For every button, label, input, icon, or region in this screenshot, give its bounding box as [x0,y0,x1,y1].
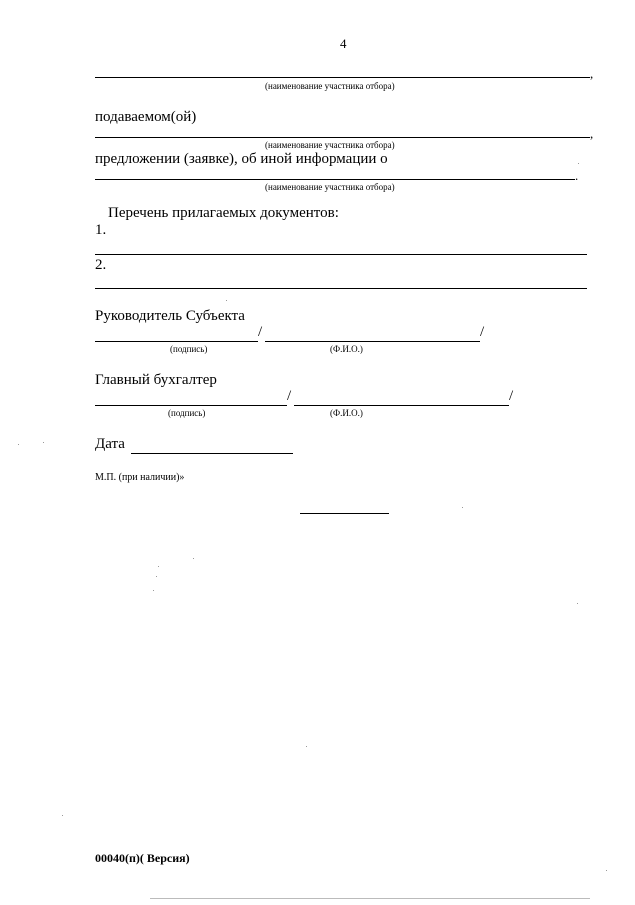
participant-name-line [95,77,590,78]
signature-line [95,341,258,342]
date-label: Дата [95,436,125,452]
slash: / [287,388,292,404]
document-line [95,254,587,255]
fio-caption: (Ф.И.О.) [330,408,363,418]
participant-name-line [95,179,575,180]
comma: , [590,66,594,81]
footer-edge-line [150,898,590,899]
participant-caption: (наименование участника отбора) [265,81,395,91]
fio-caption: (Ф.И.О.) [330,344,363,354]
page-number: 4 [340,36,347,51]
chief-accountant-label: Главный бухгалтер [95,372,217,388]
proposal-label: предложении (заявке), об иной информации о [95,151,388,167]
participant-caption: (наименование участника отбора) [265,182,395,192]
list-item-number: 2. [95,257,107,273]
slash: / [480,324,485,340]
seal-note: М.П. (при наличии)» [95,472,185,483]
footer-code: 00040(п)( Версия) [95,851,190,865]
closing-separator [300,513,389,514]
date-line [131,453,293,454]
document-line [95,288,587,289]
documents-list-title: Перечень прилагаемых документов: [108,205,339,221]
submitted-label: подаваемом(ой) [95,109,197,125]
slash: / [509,388,514,404]
signature-caption: (подпись) [170,344,208,354]
head-of-subject-label: Руководитель Субъекта [95,308,245,324]
signature-line [95,405,287,406]
comma: , [590,126,594,141]
participant-name-line [95,137,590,138]
period: . [575,168,579,183]
slash: / [258,324,263,340]
participant-caption: (наименование участника отбора) [265,140,395,150]
fio-line [265,341,480,342]
fio-line [294,405,509,406]
signature-caption: (подпись) [168,408,206,418]
list-item-number: 1. [95,222,107,238]
